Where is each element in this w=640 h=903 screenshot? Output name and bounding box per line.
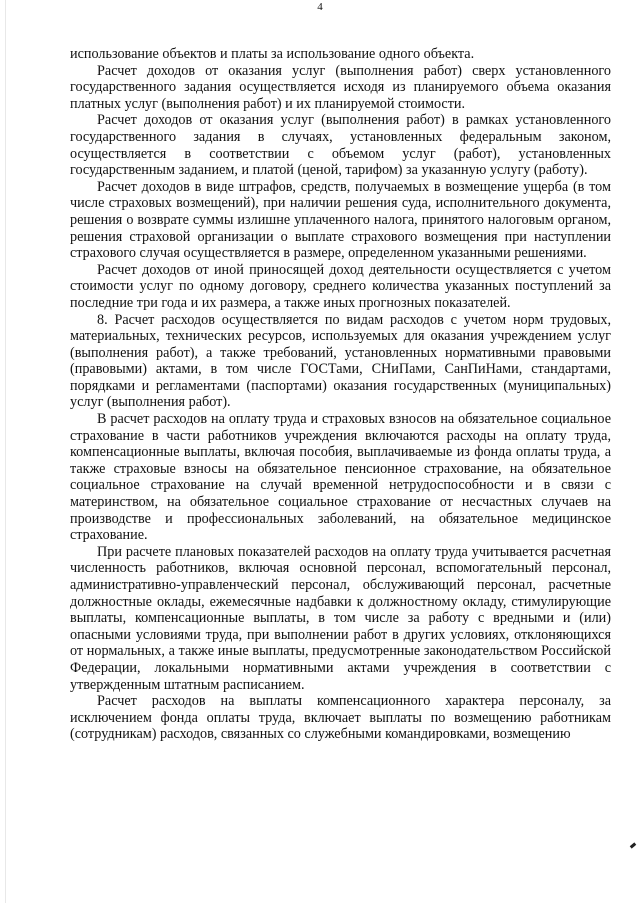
paragraph-item-8-expenses: 8. Расчет расходов осуществляется по видам расходов с учетом норм трудовых, материальных, технических ресурсов, используемых для оказания учреждением услуг (выполнения работ), а также требований, установленных нормативными правовыми (правовыми) актами, в том числе ГОСТами, СНиПами, СанПиНами, стандартами, порядками и регламентами (паспортами) оказания государственных (муниципальных) услуг (выполнения работ). — [70, 311, 611, 411]
paragraph-compensation-expenses: Расчет расходов на выплаты компенсационного характера персоналу, за исключением фонда оплаты труда, включает выплаты по возмещению работникам (сотрудникам) расходов, связанных со служебными командировками, возмещению — [70, 693, 611, 743]
paragraph-paid-services-income: Расчет доходов от оказания услуг (выполнения работ) сверх установленного государственного задания осуществляется исходя из планируемого объема оказания платных услуг (выполнения работ) и их планируемой стоимости. — [70, 62, 611, 112]
scan-mark — [630, 842, 637, 848]
scan-edge — [5, 0, 6, 903]
paragraph-continuation: использование объектов и платы за использование одного объекта. — [70, 46, 475, 62]
paragraph-payroll-planning: При расчете плановых показателей расходов на оплату труда учитывается расчетная численность работников, включая основной персонал, вспомогательный персонал, административно-управленческий персонал, обслуживающий персонал, расчетные должностные оклады, ежемесячные надбавки к должностному окладу, стимулирующие выплаты, компенсационные выплаты, в том числе за работу с вредными и (или) опасными условиями труда, при выполнении работ в других условиях, отклоняющихся от нормальных, а также иные выплаты, предусмотренные законодательством Российской Федерации, локальными нормативными актами учреждения в соответствии с утвержденным штатным расписанием. — [70, 543, 611, 693]
paragraph-state-assignment-income: Расчет доходов от оказания услуг (выполнения работ) в рамках установленного государственного задания в случаях, установленных федеральным законом, осуществляется в соответствии с объемом услуг (работ), установленных государственным заданием, и платой (ценой, тарифом) за указанную услугу (работу). — [70, 112, 611, 179]
paragraph-other-income: Расчет доходов от иной приносящей доход деятельности осуществляется с учетом стоимости услуг по одному договору, среднего количества указанных поступлений за последние три года и их размера, а также иных прогнозных показателей. — [70, 261, 611, 311]
page-number: 4 — [317, 1, 323, 13]
paragraph-fines-income: Расчет доходов в виде штрафов, средств, получаемых в возмещение ущерба (в том числе страховых возмещений), при наличии решения суда, исполнительного документа, решения о возврате суммы излишне уплаченного налога, принятого налоговым органом, решения страховой организации о выплате страхового возмещения при наступлении страхового случая осуществляется в размере, определенном указанными решениями. — [70, 178, 611, 262]
document-body — [70, 46, 611, 743]
paragraph-payroll-insurance: В расчет расходов на оплату труда и страховых взносов на обязательное социальное страхование в части работников учреждения включаются расходы на оплату труда, компенсационные выплаты, включая пособия, выплачиваемые из фонда оплаты труда, а также страховые взносы на обязательное пенсионное страхование, на обязательное социальное страхование на случай временной нетрудоспособности и в связи с материнством, на обязательное социальное страхование от несчастных случаев на производстве и профессиональных заболеваний, на обязательное медицинское страхование. — [70, 411, 611, 544]
